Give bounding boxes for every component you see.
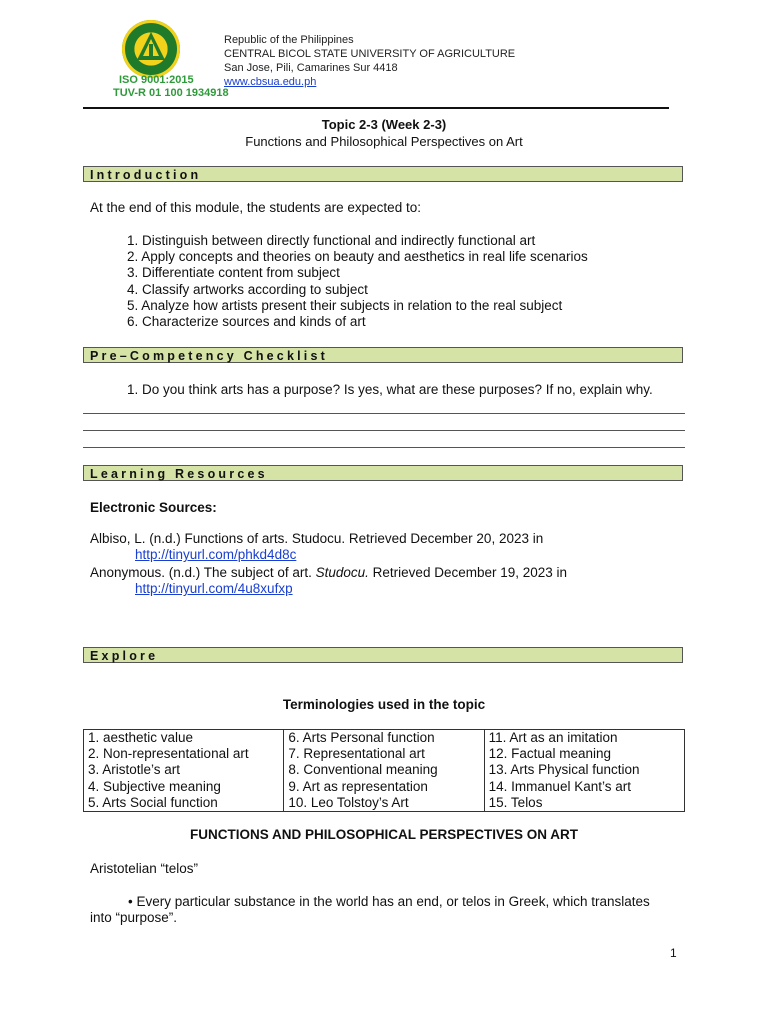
term: 9. Art as representation: [288, 778, 428, 794]
term: 11. Art as an imitation: [488, 730, 618, 745]
term: 1. aesthetic value: [88, 730, 194, 745]
resources-heading: Learning Resources: [83, 465, 683, 481]
term: 15. Telos: [488, 794, 543, 810]
terminologies-table: [83, 729, 685, 812]
page-number: 1: [670, 946, 677, 960]
table-cell: [284, 730, 484, 812]
objectives-list: [127, 233, 588, 330]
republic-line: Republic of the Philippines: [224, 34, 354, 46]
checklist-question: 1. Do you think arts has a purpose? Is yes, what are these purposes? If no, explain why.: [127, 382, 653, 397]
term: 4. Subjective meaning: [88, 778, 221, 794]
table-cell: [84, 730, 284, 812]
reference-2-text: [90, 565, 567, 581]
reference-1: [90, 531, 543, 563]
topic-subtitle: Functions and Philosophical Perspectives on Art: [245, 134, 523, 149]
term: 5. Arts Social function: [88, 794, 218, 810]
reference-1-text: Albiso, L. (n.d.) Functions of arts. Studocu. Retrieved December 20, 2023 in: [90, 531, 544, 546]
term: 7. Representational art: [288, 746, 425, 762]
checklist-heading: Pre–Competency Checklist: [83, 347, 683, 363]
reference-2: [90, 565, 567, 597]
university-letterhead: [224, 33, 515, 89]
term: 8. Conventional meaning: [288, 762, 438, 778]
term: 2. Non-representational art: [88, 746, 249, 762]
section-heading: FUNCTIONS AND PHILOSOPHICAL PERSPECTIVES ON ART: [189, 827, 579, 842]
reference-2-post: Retrieved December 19, 2023 in: [368, 565, 568, 580]
header-divider: [83, 107, 669, 109]
objective-item: 6. Characterize sources and kinds of art: [127, 314, 366, 330]
term: 10. Leo Tolstoy’s Art: [288, 794, 409, 810]
iso-standard: ISO 9001:2015: [119, 74, 194, 86]
term: 14. Immanuel Kant’s art: [488, 778, 631, 794]
iso-certification: [113, 74, 229, 100]
electronic-sources-heading: Electronic Sources:: [90, 500, 217, 515]
reference-2-pre: Anonymous. (n.d.) The subject of art.: [90, 565, 316, 580]
reference-1-link[interactable]: http://tinyurl.com/phkd4d8c: [135, 547, 297, 562]
objective-item: 4. Classify artworks according to subject: [127, 281, 368, 297]
term: 13. Arts Physical function: [488, 762, 640, 778]
university-address: San Jose, Pili, Camarines Sur 4418: [224, 62, 398, 74]
telos-bullet: [90, 894, 680, 926]
introduction-heading: Introduction: [83, 166, 683, 182]
answer-line[interactable]: [83, 430, 685, 431]
objective-item: 1. Distinguish between directly functional and indirectly functional art: [127, 233, 536, 248]
topic-title: Topic 2-3 (Week 2-3): [321, 117, 447, 132]
term: 6. Arts Personal function: [288, 730, 435, 745]
table-row: [84, 730, 685, 812]
objective-item: 3. Differentiate content from subject: [127, 265, 340, 281]
telos-bullet-line-2: into “purpose”.: [90, 910, 178, 925]
university-seal-logo: [122, 20, 180, 78]
term: 12. Factual meaning: [488, 746, 611, 762]
telos-bullet-line-1: • Every particular substance in the world has an end, or telos in Greek, which translates: [128, 894, 650, 909]
answer-line[interactable]: [83, 413, 685, 414]
objective-item: 2. Apply concepts and theories on beauty and aesthetics in real life scenarios: [127, 249, 588, 265]
term: 3. Aristotle’s art: [88, 762, 181, 778]
website-link[interactable]: www.cbsua.edu.ph: [224, 76, 317, 88]
reference-2-journal: Studocu.: [315, 565, 369, 580]
telos-subheading: Aristotelian “telos”: [90, 861, 199, 876]
explore-heading: Explore: [83, 647, 683, 663]
iso-cert-number: TUV-R 01 100 1934918: [113, 87, 229, 99]
terminologies-title: Terminologies used in the topic: [282, 697, 486, 712]
objective-item: 5. Analyze how artists present their subjects in relation to the real subject: [127, 297, 563, 313]
table-cell: [484, 730, 684, 812]
answer-line[interactable]: [83, 447, 685, 448]
university-name: CENTRAL BICOL STATE UNIVERSITY OF AGRICULTURE: [224, 48, 516, 60]
introduction-lead: At the end of this module, the students are expected to:: [90, 200, 421, 215]
reference-2-link[interactable]: http://tinyurl.com/4u8xufxp: [135, 581, 293, 596]
